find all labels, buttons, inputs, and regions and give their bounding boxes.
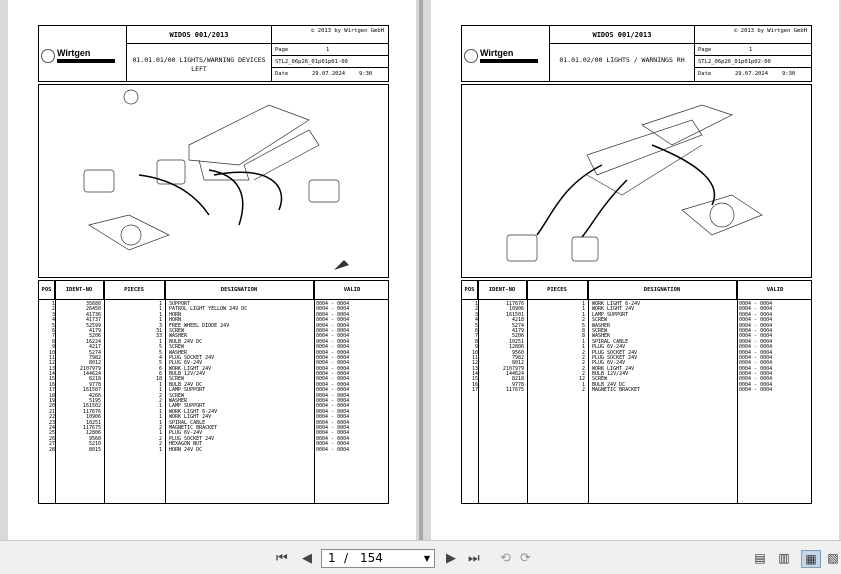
cell-pos: 14 — [48, 371, 55, 378]
cell-pos: 10 — [48, 349, 55, 356]
cell-des: WASHER — [169, 349, 188, 356]
cell-ident: 144624 — [82, 371, 101, 378]
cell-pcs: 2 — [158, 435, 162, 442]
cell-val: 0004 - 0004 — [316, 403, 350, 410]
cell-pos: 3 — [51, 311, 55, 318]
cell-val: 0004 - 0004 — [316, 322, 350, 329]
cell-ident: 9560 — [511, 349, 524, 356]
cell-ident: 8012 — [511, 360, 524, 367]
cell-ident: 8015 — [88, 446, 101, 453]
cell-des: PLUG 6V-24V — [169, 430, 203, 437]
cell-pcs: 1 — [158, 408, 162, 415]
cell-ident: 4179 — [511, 327, 524, 334]
cell-pcs: 1 — [581, 306, 585, 313]
cell-pcs: 6 — [158, 371, 162, 378]
seal-icon — [464, 49, 478, 63]
cell-pcs: 2 — [581, 387, 585, 394]
cell-pcs: 6 — [158, 365, 162, 372]
page-value: 1 — [749, 47, 753, 53]
logo-bar — [480, 59, 538, 63]
cell-des: SCREW — [592, 376, 608, 383]
cell-ident: 5206 — [511, 333, 524, 340]
cell-val: 0004 - 0004 — [316, 338, 350, 345]
doc-title: WIDOS 001/2013 — [592, 31, 652, 39]
cell-pcs: 5 — [158, 344, 162, 351]
cell-pcs: 1 — [581, 381, 585, 388]
cell-pcs: 2 — [581, 349, 585, 356]
cell-ident: 9560 — [88, 435, 101, 442]
cell-des: SUPPORT — [169, 301, 191, 307]
cell-pos: 19 — [48, 398, 55, 405]
cell-des: WASHER — [592, 333, 611, 340]
cell-pos: 10 — [471, 349, 478, 356]
exploded-parts-drawing — [38, 84, 389, 278]
cell-ident: 9778 — [511, 381, 524, 388]
cell-pos: 5 — [474, 322, 478, 329]
cell-val: 0004 - 0004 — [739, 387, 773, 394]
cell-ident: 117675 — [505, 387, 524, 394]
logo-cell — [39, 26, 127, 81]
table-row — [462, 388, 811, 393]
cell-ident: 12806 — [508, 344, 524, 351]
date-label: Date — [275, 71, 289, 77]
cell-pcs: 1 — [581, 344, 585, 351]
page-label: Page — [698, 47, 712, 53]
cell-pos: 24 — [48, 424, 55, 431]
cell-val: 0004 - 0004 — [739, 381, 773, 388]
cell-des: WASHER — [169, 333, 188, 340]
cell-pcs: 5 — [158, 349, 162, 356]
cell-pos: 26 — [48, 435, 55, 442]
page-divider — [419, 0, 423, 540]
cell-des: PLUG 6V-24V — [592, 360, 626, 367]
cell-ident: 16224 — [85, 338, 101, 345]
meta-cell — [272, 26, 388, 81]
cell-des: HEXAGON NUT — [169, 441, 203, 448]
cell-val: 0004 - 0004 — [316, 435, 350, 442]
cell-pcs: 1 — [158, 446, 162, 453]
column-header: PIECES — [527, 281, 588, 299]
copyright: © 2013 by Wirtgen GmbH — [311, 28, 384, 34]
rotate-ccw-icon[interactable]: ⟲ — [500, 551, 511, 566]
document-page-left — [8, 0, 416, 540]
cell-ident: 5210 — [88, 441, 101, 448]
cell-des: WORK LIGHT 6-24V — [592, 301, 641, 307]
cell-ident: 117676 — [505, 301, 524, 307]
cell-ident: 5274 — [511, 322, 524, 329]
cell-des: SCREW — [592, 327, 608, 334]
cell-val: 0004 - 0004 — [316, 306, 350, 313]
cell-ident: 144624 — [505, 371, 524, 378]
cell-ident: 10906 — [508, 306, 524, 313]
cell-val: 0004 - 0004 — [316, 387, 350, 394]
meta-cell — [695, 26, 811, 81]
cell-val: 0004 - 0004 — [316, 414, 350, 421]
cell-pcs: 3 — [158, 322, 162, 329]
cell-pos: 6 — [51, 327, 55, 334]
continuous-view-icon[interactable]: ▥ — [778, 551, 790, 565]
doc-code: STL2_06p26_01p01p01-00 — [275, 59, 348, 65]
cell-des: PLUG SOCKET 24V — [592, 354, 638, 361]
cell-pos: 14 — [471, 371, 478, 378]
cell-des: SCREW — [169, 392, 185, 399]
cell-val: 0004 - 0004 — [316, 424, 350, 431]
dropdown-arrow-icon: ▼ — [423, 554, 430, 563]
cell-pos: 27 — [48, 441, 55, 448]
cell-val: 0004 - 0004 — [739, 333, 773, 340]
two-page-continuous-view-icon[interactable]: ▧ — [827, 551, 839, 565]
cell-pos: 28 — [48, 446, 55, 453]
cell-ident: 8012 — [88, 360, 101, 367]
cell-pos: 17 — [471, 387, 478, 394]
cell-pos: 6 — [474, 327, 478, 334]
cell-pos: 12 — [48, 360, 55, 367]
cell-des: HORN 24V DC — [169, 446, 203, 453]
cell-des: HORN — [169, 317, 182, 324]
cell-val: 0004 - 0004 — [739, 317, 773, 324]
cell-pcs: 8 — [581, 327, 585, 334]
cell-val: 0004 - 0004 — [316, 381, 350, 388]
cell-des: WORK LIGHT 6-24V — [169, 408, 218, 415]
cell-val: 0004 - 0004 — [316, 327, 350, 334]
cell-pos: 1 — [474, 301, 478, 307]
cell-val: 0004 - 0004 — [316, 441, 350, 448]
wirtgen-logo: Wirtgen — [57, 48, 91, 58]
cell-val: 0004 - 0004 — [739, 327, 773, 334]
cell-val: 0004 - 0004 — [316, 311, 350, 318]
cell-ident: 2107979 — [502, 365, 524, 372]
cell-pos: 13 — [48, 365, 55, 372]
current-page: 1 — [328, 551, 336, 565]
doc-code: STL2_06p26_01p01p02-00 — [698, 59, 771, 65]
cell-pcs: 2 — [158, 424, 162, 431]
cell-pos: 2 — [51, 306, 55, 313]
cell-pos: 13 — [471, 365, 478, 372]
cell-val: 0004 - 0004 — [739, 311, 773, 318]
cell-pos: 15 — [471, 376, 478, 383]
cell-pcs: 12 — [578, 376, 585, 383]
column-header: VALID — [766, 287, 784, 293]
prev-page-icon[interactable]: ◀ — [302, 551, 312, 566]
cell-des: HORN — [169, 311, 182, 318]
cell-pcs: 2 — [581, 360, 585, 367]
cell-pcs: 1 — [158, 430, 162, 437]
cell-pcs: 1 — [158, 414, 162, 421]
cell-pcs: 1 — [158, 311, 162, 318]
cell-des: LAMP SUPPORT — [592, 311, 629, 318]
title-cell — [550, 26, 695, 81]
wirtgen-logo: Wirtgen — [480, 48, 514, 58]
table-row — [39, 448, 388, 453]
cell-pos: 16 — [48, 381, 55, 388]
cell-des: SCREW — [169, 344, 185, 351]
cell-des: SPIRAL CABLE — [592, 338, 629, 345]
cell-des: SCREW — [592, 317, 608, 324]
next-page-icon[interactable]: ▶ — [446, 551, 456, 566]
cell-pcs: 1 — [158, 338, 162, 345]
cell-pos: 9 — [51, 344, 55, 351]
cell-ident: 10906 — [85, 414, 101, 421]
date-value: 29.07.2024 — [312, 71, 346, 77]
cell-val: 0004 - 0004 — [739, 344, 773, 351]
cell-pcs: 2 — [581, 354, 585, 361]
cell-pcs: 18 — [155, 376, 162, 383]
drawing-svg — [39, 85, 388, 277]
cell-pos: 4 — [474, 317, 478, 324]
title-cell — [127, 26, 272, 81]
cell-pos: 5 — [51, 322, 55, 329]
cell-val: 0004 - 0004 — [316, 419, 350, 426]
cell-ident: 52599 — [85, 322, 101, 329]
cell-pcs: 5 — [581, 322, 585, 329]
cell-val: 0004 - 0004 — [739, 306, 773, 313]
parts-table — [461, 280, 812, 504]
cell-ident: 7982 — [511, 354, 524, 361]
cell-des: MAGNETIC BRACKET — [592, 387, 641, 394]
cell-pos: 2 — [474, 306, 478, 313]
cell-val: 0004 - 0004 — [316, 301, 350, 307]
page-header — [461, 25, 812, 82]
last-page-icon[interactable]: ⏭ — [468, 551, 480, 566]
cell-ident: 117676 — [82, 408, 101, 415]
cell-des: BULB 24V DC — [169, 381, 203, 388]
cell-pos: 8 — [474, 338, 478, 345]
cell-ident: 7982 — [88, 354, 101, 361]
cell-val: 0004 - 0004 — [316, 446, 350, 453]
cell-pcs: 5 — [158, 360, 162, 367]
cell-ident: 41737 — [85, 317, 101, 324]
cell-ident: 4217 — [88, 344, 101, 351]
page-value: 1 — [326, 47, 330, 53]
drawing-svg — [462, 85, 811, 277]
cell-pcs: 1 — [581, 338, 585, 345]
column-header: POS — [39, 281, 55, 299]
total-pages: 154 — [360, 551, 383, 565]
page-header — [38, 25, 389, 82]
cell-ident: 9778 — [88, 381, 101, 388]
cell-val: 0004 - 0004 — [739, 360, 773, 367]
cell-des: WASHER — [169, 398, 188, 405]
cell-val: 0004 - 0004 — [739, 365, 773, 372]
column-header: IDENT-NO — [478, 281, 527, 299]
cell-val: 0004 - 0004 — [739, 338, 773, 345]
cell-des: PATROL LIGHT YELLOW 24V DC — [169, 306, 248, 313]
cell-ident: 41736 — [85, 311, 101, 318]
cell-pcs: 2 — [158, 441, 162, 448]
cell-pos: 1 — [51, 301, 55, 307]
cell-ident: 5274 — [88, 349, 101, 356]
cell-des: LAMP SUPPORT — [169, 387, 206, 394]
cell-pcs: 1 — [158, 403, 162, 410]
rotate-cw-icon[interactable]: ⟳ — [520, 551, 531, 566]
cell-pcs: 2 — [581, 365, 585, 372]
cell-ident: 161507 — [82, 387, 101, 394]
exploded-parts-drawing — [461, 84, 812, 278]
cell-pos: 25 — [48, 430, 55, 437]
document-page-right — [431, 0, 839, 540]
cell-pcs: 1 — [158, 419, 162, 426]
cell-des: WORK LIGHT 24V — [169, 365, 212, 372]
cell-des: MAGNETIC BRACKET — [169, 424, 218, 431]
cell-pos: 22 — [48, 414, 55, 421]
cell-val: 0004 - 0004 — [316, 333, 350, 340]
cell-pcs: 1 — [158, 317, 162, 324]
cell-ident: 8218 — [511, 376, 524, 383]
cell-pcs: 2 — [158, 398, 162, 405]
cell-pcs: 33 — [155, 333, 162, 340]
cell-pos: 3 — [474, 311, 478, 318]
cell-des: WASHER — [592, 322, 611, 329]
cell-ident: 12806 — [85, 430, 101, 437]
cell-ident: 117675 — [82, 424, 101, 431]
cell-ident: 4179 — [88, 327, 101, 334]
cell-ident: 8218 — [88, 376, 101, 383]
section-title: 01.01.01/00 LIGHTS/WARNING DEVICES LEFT — [132, 56, 266, 73]
page-number-select[interactable] — [321, 549, 435, 568]
cell-pos: 21 — [48, 408, 55, 415]
column-header: IDENT-NO — [55, 281, 104, 299]
column-header: POS — [462, 281, 478, 299]
cell-pcs: 1 — [158, 387, 162, 394]
cell-ident: 35680 — [85, 301, 101, 307]
cell-pcs: 2 — [581, 317, 585, 324]
cell-pcs: 2 — [581, 371, 585, 378]
cell-des: SCREW — [169, 327, 185, 334]
logo-cell — [462, 26, 550, 81]
cell-val: 0004 - 0004 — [316, 371, 350, 378]
cell-des: PLUG SOCKET 24V — [169, 435, 215, 442]
cell-pcs: 1 — [158, 301, 162, 307]
cell-pos: 7 — [51, 333, 55, 340]
first-page-icon[interactable]: ⏮ — [276, 551, 288, 566]
cell-pcs: 8 — [581, 333, 585, 340]
pdf-toolbar — [0, 540, 841, 574]
cell-val: 0004 - 0004 — [739, 376, 773, 383]
cell-pos: 15 — [48, 376, 55, 383]
cell-des: FREE WHEEL DIODE 24V — [169, 322, 230, 329]
cell-val: 0004 - 0004 — [739, 371, 773, 378]
cell-pcs: 1 — [581, 311, 585, 318]
parts-table — [38, 280, 389, 504]
cell-des: WORK LIGHT 24V — [592, 306, 635, 313]
cell-ident: 26450 — [85, 306, 101, 313]
cell-val: 0004 - 0004 — [316, 354, 350, 361]
page-separator: / — [344, 551, 349, 565]
cell-des: BULB 12V/24V — [592, 371, 629, 378]
time-value: 9:30 — [782, 71, 796, 77]
cell-pcs: 1 — [581, 301, 585, 307]
cell-val: 0004 - 0004 — [739, 349, 773, 356]
cell-val: 0004 - 0004 — [316, 392, 350, 399]
cell-val: 0004 - 0004 — [739, 322, 773, 329]
cell-pos: 9 — [474, 344, 478, 351]
cell-val: 0004 - 0004 — [739, 301, 773, 307]
cell-pos: 20 — [48, 403, 55, 410]
cell-des: BULB 12V/24V — [169, 371, 206, 378]
cell-pos: 18 — [48, 392, 55, 399]
cell-ident: 161502 — [82, 403, 101, 410]
cell-ident: 4218 — [511, 317, 524, 324]
two-page-view-icon[interactable]: ▦ — [801, 550, 821, 568]
cell-val: 0004 - 0004 — [316, 398, 350, 405]
section-title: 01.01.02/00 LIGHTS / WARNINGS RH — [559, 56, 685, 64]
cell-pos: 11 — [471, 354, 478, 361]
page-label: Page — [275, 47, 289, 53]
column-header: PIECES — [104, 281, 165, 299]
cell-ident: 4266 — [88, 392, 101, 399]
column-header: DESIGNATION — [588, 281, 737, 299]
cell-val: 0004 - 0004 — [316, 376, 350, 383]
date-label: Date — [698, 71, 712, 77]
cell-des: PLUG SOCKET 24V — [592, 349, 638, 356]
cell-des: PLUG 6V-24V — [592, 344, 626, 351]
cell-pos: 7 — [474, 333, 478, 340]
cell-ident: 2107979 — [79, 365, 101, 372]
cell-pos: 11 — [48, 354, 55, 361]
cell-pos: 8 — [51, 338, 55, 345]
cell-des: BULB 24V DC — [592, 381, 626, 388]
cell-des: SCREW — [169, 376, 185, 383]
cell-des: PLUG 6V-24V — [169, 360, 203, 367]
seal-icon — [41, 49, 55, 63]
cell-des: WORK LIGHT 24V — [592, 365, 635, 372]
cell-pos: 17 — [48, 387, 55, 394]
cell-des: WORK LIGHT 24V — [169, 414, 212, 421]
cell-val: 0004 - 0004 — [739, 354, 773, 361]
cell-pos: 4 — [51, 317, 55, 324]
cell-ident: 10251 — [508, 338, 524, 345]
date-value: 29.07.2024 — [735, 71, 769, 77]
cell-pcs: 1 — [158, 306, 162, 313]
cell-pcs: 4 — [158, 354, 162, 361]
cell-val: 0004 - 0004 — [316, 430, 350, 437]
time-value: 9:30 — [359, 71, 373, 77]
doc-title: WIDOS 001/2013 — [169, 31, 229, 39]
cell-ident: 161501 — [505, 311, 524, 318]
column-header: VALID — [343, 287, 361, 293]
column-header: DESIGNATION — [165, 281, 314, 299]
copyright: © 2013 by Wirtgen GmbH — [734, 28, 807, 34]
cell-pcs: 31 — [155, 327, 162, 334]
cell-des: SPIRAL CABLE — [169, 419, 206, 426]
cell-val: 0004 - 0004 — [316, 349, 350, 356]
cell-des: LAMP SUPPORT — [169, 403, 206, 410]
cell-des: BULB 24V DC — [169, 338, 203, 345]
cell-des: PLUG SOCKET 24V — [169, 354, 215, 361]
logo-bar — [57, 59, 115, 63]
cell-val: 0004 - 0004 — [316, 365, 350, 372]
cell-val: 0004 - 0004 — [316, 408, 350, 415]
cell-val: 0004 - 0004 — [316, 360, 350, 367]
single-page-view-icon[interactable]: ▤ — [754, 551, 766, 565]
cell-ident: 5206 — [88, 333, 101, 340]
cell-pcs: 1 — [158, 381, 162, 388]
cell-pos: 12 — [471, 360, 478, 367]
cell-pos: 16 — [471, 381, 478, 388]
cell-ident: 10251 — [85, 419, 101, 426]
cell-ident: 5195 — [88, 398, 101, 405]
cell-pcs: 2 — [158, 392, 162, 399]
cell-pos: 23 — [48, 419, 55, 426]
cell-val: 0004 - 0004 — [316, 317, 350, 324]
cell-val: 0004 - 0004 — [316, 344, 350, 351]
